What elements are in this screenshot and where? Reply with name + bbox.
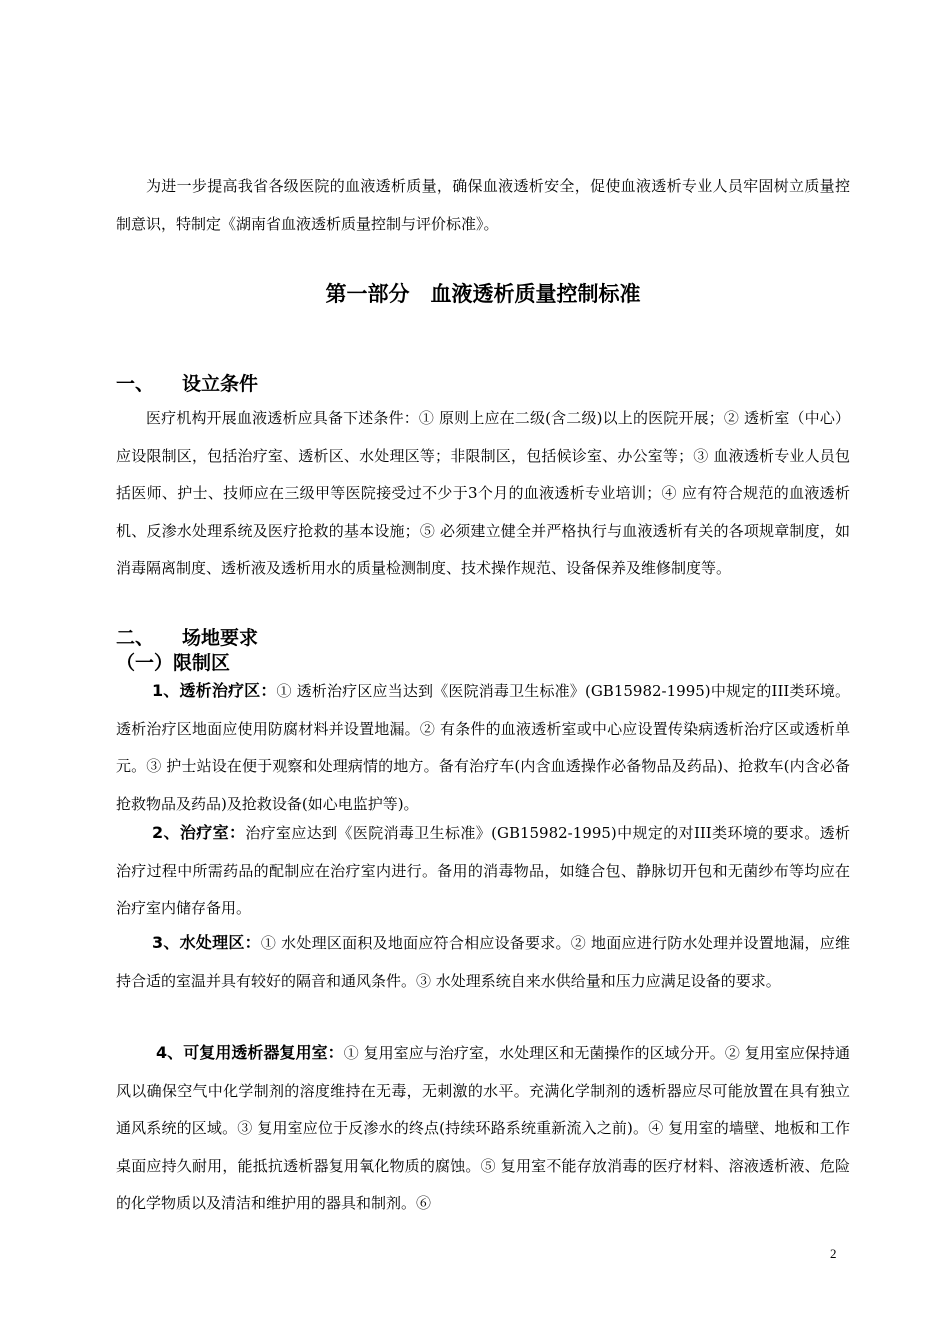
item-4-label: 4、可复用透析器复用室： — [156, 1043, 344, 1062]
item-2-paragraph — [116, 814, 850, 928]
item-2-label: 2、治疗室： — [152, 823, 246, 842]
item-3-text: ① 水处理区面积及地面应符合相应设备要求。② 地面应进行防水处理并设置地漏，应维持合适的室温并具有较好的隔音和通风条件。③ 水处理系统自来水供给量和压力应满足设备的要求。 — [116, 934, 850, 990]
section2-title: 场地要求 — [182, 627, 259, 649]
item-1-text: ① 透析治疗区应当达到《医院消毒卫生标准》(GB15982-1995)中规定的III类环境。透析治疗区地面应使用防腐材料并设置地漏。② 有条件的血液透析室或中心应设置传染病透析治疗区或透析单元。③ 护士站设在便于观察和处理病情的地方。备有治疗车(内含血透操作必备物品及药品)、抢救车(内含必备抢救物品及药品)及抢救设备(如心电监护等)。 — [116, 682, 850, 813]
section2-heading — [116, 626, 258, 650]
section2-number: 二、 — [116, 627, 155, 649]
intro-paragraph: 为进一步提高我省各级医院的血液透析质量，确保血液透析安全，促使血液透析专业人员牢固树立质量控制意识，特制定《湖南省血液透析质量控制与评价标准》。 — [116, 177, 850, 233]
item-1-label: 1、透析治疗区： — [152, 681, 277, 700]
section1-number: 一、 — [116, 373, 155, 395]
item-1-paragraph — [116, 672, 850, 823]
item-4-text: ① 复用室应与治疗室，水处理区和无菌操作的区域分开。② 复用室应保持通风以确保空气中化学制剂的溶度维持在无毒，无刺激的水平。充满化学制剂的透析器应尽可能放置在具有独立通风系统的区域。③ 复用室应位于反渗水的终点(持续环路系统重新流入之前)。④ 复用室的墙壁、地板和工作桌面应持久耐用，能抵抗透析器复用氧化物质的腐蚀。⑤ 复用室不能存放消毒的医疗材料、溶液透析液、危险的化学物质以及清洁和维护用的器具和制剂。⑥ — [116, 1044, 850, 1212]
section1-body: 医疗机构开展血液透析应具备下述条件：① 原则上应在二级(含二级)以上的医院开展；② 透析室（中心）应设限制区，包括治疗室、透析区、水处理区等；非限制区，包括候诊室、办公室等；③ 血液透析专业人员包括医师、护士、技师应在三级甲等医院接受过不少于3个月的血液透析专业培训；④ 应有符合规范的血液透析机、反渗水处理系统及医疗抢救的基本设施；⑤ 必须建立健全并严格执行与血液透析有关的各项规章制度，如消毒隔离制度、透析液及透析用水的质量检测制度、技术操作规范、设备保养及维修制度等。 — [116, 409, 850, 577]
subsection-heading: （一）限制区 — [116, 652, 231, 674]
item-3-label: 3、水处理区： — [152, 933, 261, 952]
page-number: 2 — [830, 1246, 837, 1261]
item-3-paragraph — [116, 924, 850, 1000]
item-2-text: 治疗室应达到《医院消毒卫生标准》(GB15982-1995)中规定的对III类环境的要求。透析治疗过程中所需药品的配制应在治疗室内进行。备用的消毒物品，如缝合包、静脉切开包和无菌纱布等均应在治疗室内储存备用。 — [116, 824, 850, 917]
section1-title: 设立条件 — [182, 373, 259, 395]
part-title: 第一部分 血液透析质量控制标准 — [325, 282, 641, 306]
section1-heading — [116, 372, 258, 396]
item-4-paragraph — [116, 1034, 850, 1223]
